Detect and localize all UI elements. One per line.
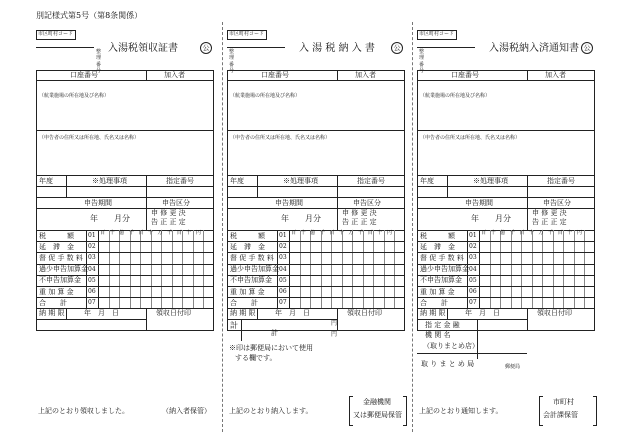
amount-row-label: 重 加 算 金 [420, 287, 455, 296]
year-label: 年度 [39, 177, 53, 185]
due-date-label: 納 期 限 [230, 309, 256, 318]
agg-store-label: （取りまとめ店） [423, 342, 479, 351]
bookkeeping-label: 整 [419, 49, 425, 55]
digit-headings: 百 十 億 千 百 十 万 千 百 十 円 [291, 230, 394, 236]
city-code-label: 市区町村コード [38, 31, 74, 37]
inst-name-label: 機 関 名 [425, 331, 451, 340]
amount-row-number: 02 [469, 243, 477, 251]
receipt-stamp-label: 領収日付印 [537, 309, 572, 318]
year-label: 年度 [420, 177, 434, 185]
bookkeeping-label: 理 [96, 55, 102, 61]
amount-row-label: 合 計 [230, 298, 258, 307]
year-month-label: 年 月分 [471, 214, 511, 223]
perforation-line-1 [222, 22, 223, 432]
taxpayer-label: 加入者 [355, 71, 376, 79]
amount-row-label: 督 促 手 数 料 [39, 253, 83, 262]
taxpayer-label: 加入者 [545, 71, 566, 79]
form-header: 別記様式第5号（第8条関係） [36, 11, 143, 20]
amount-input[interactable] [289, 264, 405, 275]
amount-input[interactable] [289, 241, 405, 252]
period-label: 申告期間 [465, 199, 493, 207]
due-date-ymd: 年 月 日 [275, 309, 310, 318]
amount-row-label: 延 滞 金 [230, 242, 265, 251]
amount-input[interactable] [98, 252, 214, 263]
city-code-label: 市区町村コード [419, 31, 455, 37]
category-label: 申告区分 [543, 199, 571, 207]
declarant-label: （申告者の住所又は所在地、氏名又は名称） [230, 135, 331, 141]
amount-input[interactable] [479, 252, 595, 263]
category-bottom: 告 正 正 定 [532, 218, 567, 226]
registration-no-label: 口座番号 [451, 71, 479, 79]
amount-row-label: 督 促 手 数 料 [230, 253, 274, 262]
amount-row-number: 01 [469, 232, 477, 239]
amount-input[interactable] [479, 241, 595, 252]
amount-row-label: 不申告加算金 [39, 276, 81, 285]
amount-row-label: 合 計 [39, 298, 67, 307]
amount-row-label: 延 滞 金 [420, 242, 455, 251]
bookkeeping-label: 号 [419, 68, 425, 74]
amount-row-number: 01 [88, 232, 96, 239]
amount-input[interactable] [289, 297, 405, 308]
due-date-ymd: 年 月 日 [84, 309, 119, 318]
bookkeeping-label: 理 [419, 55, 425, 61]
amount-input[interactable] [98, 230, 214, 241]
keeper-label: （納入者保管） [162, 407, 211, 415]
amount-input[interactable] [289, 275, 405, 286]
category-label: 申告区分 [162, 199, 190, 207]
category-label: 申告区分 [353, 199, 381, 207]
form-title: 入 湯 税 納 入 書 [299, 43, 375, 54]
amount-row-label: 過少申告加算金 [39, 265, 88, 274]
footer-statement: 上記のとおり通知します。 [419, 407, 503, 415]
amount-row-number: 03 [279, 254, 287, 262]
amount-row-label: 督 促 手 数 料 [420, 253, 464, 262]
post-note-1: ※印は郵便局において使用 [229, 344, 313, 353]
period-label: 申告期間 [84, 199, 112, 207]
bookkeeping-label: 番 [96, 62, 102, 68]
bookkeeping-label: 理 [229, 55, 235, 61]
amount-row-number: 06 [88, 288, 96, 295]
amount-row-number: 02 [88, 243, 96, 251]
keeper-label: 又は郵便局保管 [353, 411, 402, 419]
year-month-label: 年 月分 [281, 214, 321, 223]
amount-row-label: 税 額 [230, 231, 265, 240]
footer-statement: 上記のとおり領収しました。 [38, 407, 129, 415]
city-code-line [36, 47, 94, 48]
amount-row-number: 06 [469, 288, 477, 295]
business-place-label: （航業施場の所在地及び名称） [39, 93, 110, 99]
category-top: 申 修 更 決 [151, 209, 186, 217]
bookkeeping-label: 整 [229, 49, 235, 55]
amount-row-number: 06 [279, 288, 287, 295]
amount-input[interactable] [289, 286, 405, 297]
keeper-label: 市町村 [553, 398, 574, 406]
registration-no-label: 口座番号 [70, 71, 98, 79]
city-code-label: 市区町村コード [229, 31, 265, 37]
amount-row-number: 01 [279, 232, 287, 239]
amount-row-label: 過少申告加算金 [420, 265, 469, 274]
amount-row-number: 07 [469, 299, 477, 307]
amount-input[interactable] [479, 297, 595, 308]
amount-input[interactable] [98, 275, 214, 286]
amount-row-number: 04 [279, 265, 287, 273]
footer-statement: 上記のとおり納入します。 [229, 407, 313, 415]
form-title: 入湯税納入済通知書 [489, 43, 579, 54]
processing-label: ※処理事項 [473, 177, 508, 185]
amount-row-label: 合 計 [420, 298, 448, 307]
amount-input[interactable] [289, 252, 405, 263]
total-label: 計 [271, 329, 278, 338]
post-note-2: する欄です。 [235, 354, 277, 363]
amount-row-number: 04 [88, 265, 96, 273]
amount-row-label: 重 加 算 金 [39, 287, 74, 296]
bookkeeping-label: 号 [229, 68, 235, 74]
keeper-label: 会計課保管 [543, 411, 578, 419]
amount-row-number: 07 [88, 299, 96, 307]
amount-row-number: 05 [88, 276, 96, 284]
keeper-label: 金融機関 [363, 398, 391, 406]
city-code-line [227, 47, 285, 48]
bookkeeping-label: 号 [96, 68, 102, 74]
designated-inst-label: 指 定 金 融 [425, 321, 460, 330]
declarant-label: （申告者の住所又は所在地、氏名又は名称） [39, 135, 140, 141]
amount-row-number: 02 [279, 243, 287, 251]
yen-label: 円 [331, 331, 338, 339]
receipt-stamp-label: 領収日付印 [156, 309, 191, 318]
digit-headings: 百 十 億 千 百 十 万 千 百 十 円 [100, 230, 203, 236]
amount-row-number: 05 [279, 276, 287, 284]
declarant-label: （申告者の住所又は所在地、氏名又は名称） [420, 135, 521, 141]
receipt-stamp-label: 領収日付印 [347, 309, 382, 318]
category-top: 申 修 更 決 [342, 209, 377, 217]
amount-row-number: 03 [469, 254, 477, 262]
total-mark: 計 [230, 321, 238, 331]
period-label: 申告期間 [275, 199, 303, 207]
agg-office-label: 取 り ま と め 局 [421, 360, 475, 369]
amount-input[interactable] [98, 297, 214, 308]
category-bottom: 告 正 正 定 [342, 218, 377, 226]
city-code-line [417, 47, 475, 48]
year-label: 年度 [230, 177, 244, 185]
amount-input[interactable] [479, 230, 595, 241]
amount-row-number: 05 [469, 276, 477, 284]
registration-no-label: 口座番号 [261, 71, 289, 79]
amount-input[interactable] [479, 286, 595, 297]
form-title: 入湯税領収証書 [108, 43, 178, 54]
amount-row-label: 不申告加算金 [230, 276, 272, 285]
business-place-label: （航業施場の所在地及び名称） [230, 93, 301, 99]
amount-input[interactable] [479, 264, 595, 275]
amount-row-label: 重 加 算 金 [230, 287, 265, 296]
category-bottom: 告 正 正 定 [151, 218, 186, 226]
amount-row-label: 税 額 [420, 231, 455, 240]
year-month-label: 年 月分 [90, 214, 130, 223]
post-office-label: 郵便局 [505, 364, 521, 371]
amount-row-number: 04 [469, 265, 477, 273]
amount-input[interactable] [98, 264, 214, 275]
amount-row-label: 不申告加算金 [420, 276, 462, 285]
amount-row-label: 延 滞 金 [39, 242, 74, 251]
yen-label: 円 [331, 320, 338, 328]
official-stamp-icon: 公 [200, 42, 212, 54]
digit-headings: 百 十 億 千 百 十 万 千 百 十 円 [481, 230, 584, 236]
amount-row-number: 03 [88, 254, 96, 262]
business-place-label: （航業施場の所在地及び名称） [420, 93, 491, 99]
designated-no-label: 指定番号 [547, 177, 575, 185]
category-top: 申 修 更 決 [532, 209, 567, 217]
amount-input[interactable] [289, 230, 405, 241]
processing-label: ※処理事項 [92, 177, 127, 185]
official-stamp-icon: 公 [391, 42, 403, 54]
amount-input[interactable] [479, 275, 595, 286]
designated-no-label: 指定番号 [166, 177, 194, 185]
due-date-label: 納 期 限 [420, 309, 446, 318]
amount-row-label: 過少申告加算金 [230, 265, 279, 274]
amount-row-number: 07 [279, 299, 287, 307]
due-date-label: 納 期 限 [39, 309, 65, 318]
amount-input[interactable] [98, 286, 214, 297]
amount-input[interactable] [98, 241, 214, 252]
official-stamp-icon: 公 [581, 42, 593, 54]
bookkeeping-label: 番 [229, 62, 235, 68]
bookkeeping-label: 番 [419, 62, 425, 68]
taxpayer-label: 加入者 [164, 71, 185, 79]
due-date-ymd: 年 月 日 [465, 309, 500, 318]
perforation-line-2 [412, 22, 413, 432]
processing-label: ※処理事項 [283, 177, 318, 185]
bookkeeping-label: 整 [96, 49, 102, 55]
amount-row-label: 税 額 [39, 231, 74, 240]
designated-no-label: 指定番号 [357, 177, 385, 185]
